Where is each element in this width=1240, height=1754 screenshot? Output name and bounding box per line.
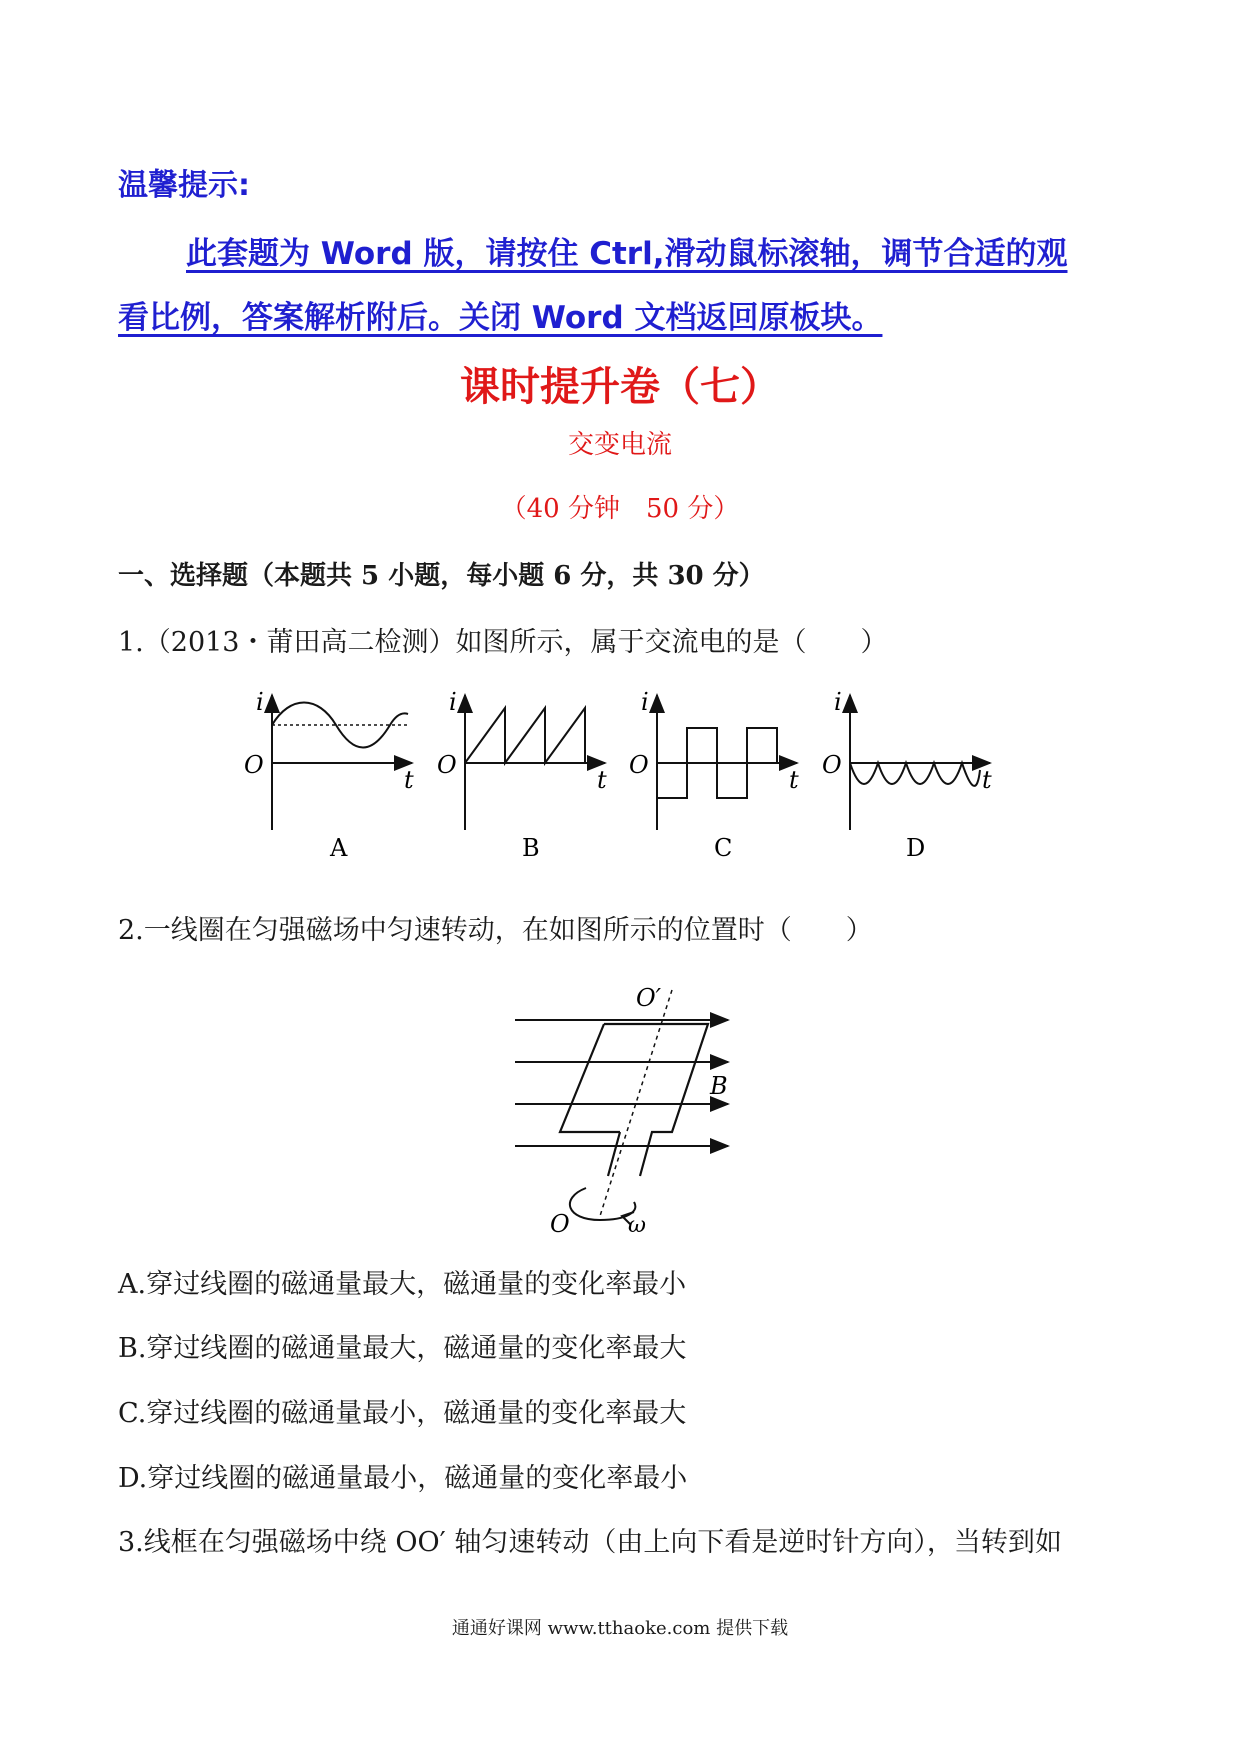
page-title: 课时提升卷（七） <box>460 364 780 410</box>
time-info: （40 分钟 50 分） <box>500 494 740 524</box>
page-subtitle: 交变电流 <box>567 430 672 460</box>
question-2-figure <box>0 980 1240 1240</box>
graph-c-t-label: t <box>789 766 799 794</box>
axis-bottom-label: O <box>550 1210 570 1238</box>
graph-a-t-label: t <box>404 766 414 794</box>
graph-a-panel-label: A <box>330 834 348 860</box>
page-footer: 通通好课网 www.tthaoke.com 提供下载 <box>451 1618 789 1639</box>
question-2: 2.一线圈在匀强磁场中匀速转动，在如图所示的位置时（ ） <box>118 915 873 946</box>
section-heading: 一、选择题（本题共 5 小题，每小题 6 分，共 30 分） <box>118 561 765 591</box>
graph-d-o-label: O <box>822 751 842 779</box>
omega-label: ω <box>628 1213 646 1238</box>
tip-line-1: 此套题为 Word 版，请按住 Ctrl,滑动鼠标滚轴，调节合适的观 <box>186 236 1068 272</box>
question-1-figure <box>0 680 1240 860</box>
graph-a-o-label: O <box>244 751 264 779</box>
graph-b <box>437 688 607 860</box>
graph-b-o-label: O <box>437 751 457 779</box>
question-3: 3.线框在匀强磁场中绕 OO′ 轴匀速转动（由上向下看是逆时针方向），当转到如 <box>118 1527 1062 1558</box>
graph-c <box>629 688 799 860</box>
graph-c-i-label: i <box>641 688 649 716</box>
graph-c-o-label: O <box>629 751 649 779</box>
graph-b-t-label: t <box>597 766 607 794</box>
question-1: 1.（2013・莆田高二检测）如图所示，属于交流电的是（ ） <box>118 627 888 658</box>
graph-a <box>244 688 414 860</box>
graph-a-i-label: i <box>256 688 264 716</box>
graph-b-panel-label: B <box>522 834 540 860</box>
question-2-option-b: B.穿过线圈的磁通量最大，磁通量的变化率最大 <box>118 1333 687 1364</box>
graph-d-panel-label: D <box>906 834 926 860</box>
graph-d <box>822 688 992 860</box>
axis-top-label: O′ <box>636 984 662 1012</box>
graph-b-i-label: i <box>449 688 457 716</box>
tip-heading: 温馨提示: <box>118 168 250 203</box>
question-2-option-c: C.穿过线圈的磁通量最小，磁通量的变化率最大 <box>118 1398 687 1429</box>
graph-d-t-label: t <box>982 766 992 794</box>
graph-c-panel-label: C <box>714 834 733 860</box>
question-2-option-d: D.穿过线圈的磁通量最小，磁通量的变化率最小 <box>118 1463 688 1494</box>
graph-d-i-label: i <box>834 688 842 716</box>
question-2-option-a: A.穿过线圈的磁通量最大，磁通量的变化率最小 <box>118 1269 687 1300</box>
tip-line-2: 看比例，答案解析附后。关闭 Word 文档返回原板块。 <box>118 300 883 336</box>
field-label: B <box>710 1072 728 1100</box>
